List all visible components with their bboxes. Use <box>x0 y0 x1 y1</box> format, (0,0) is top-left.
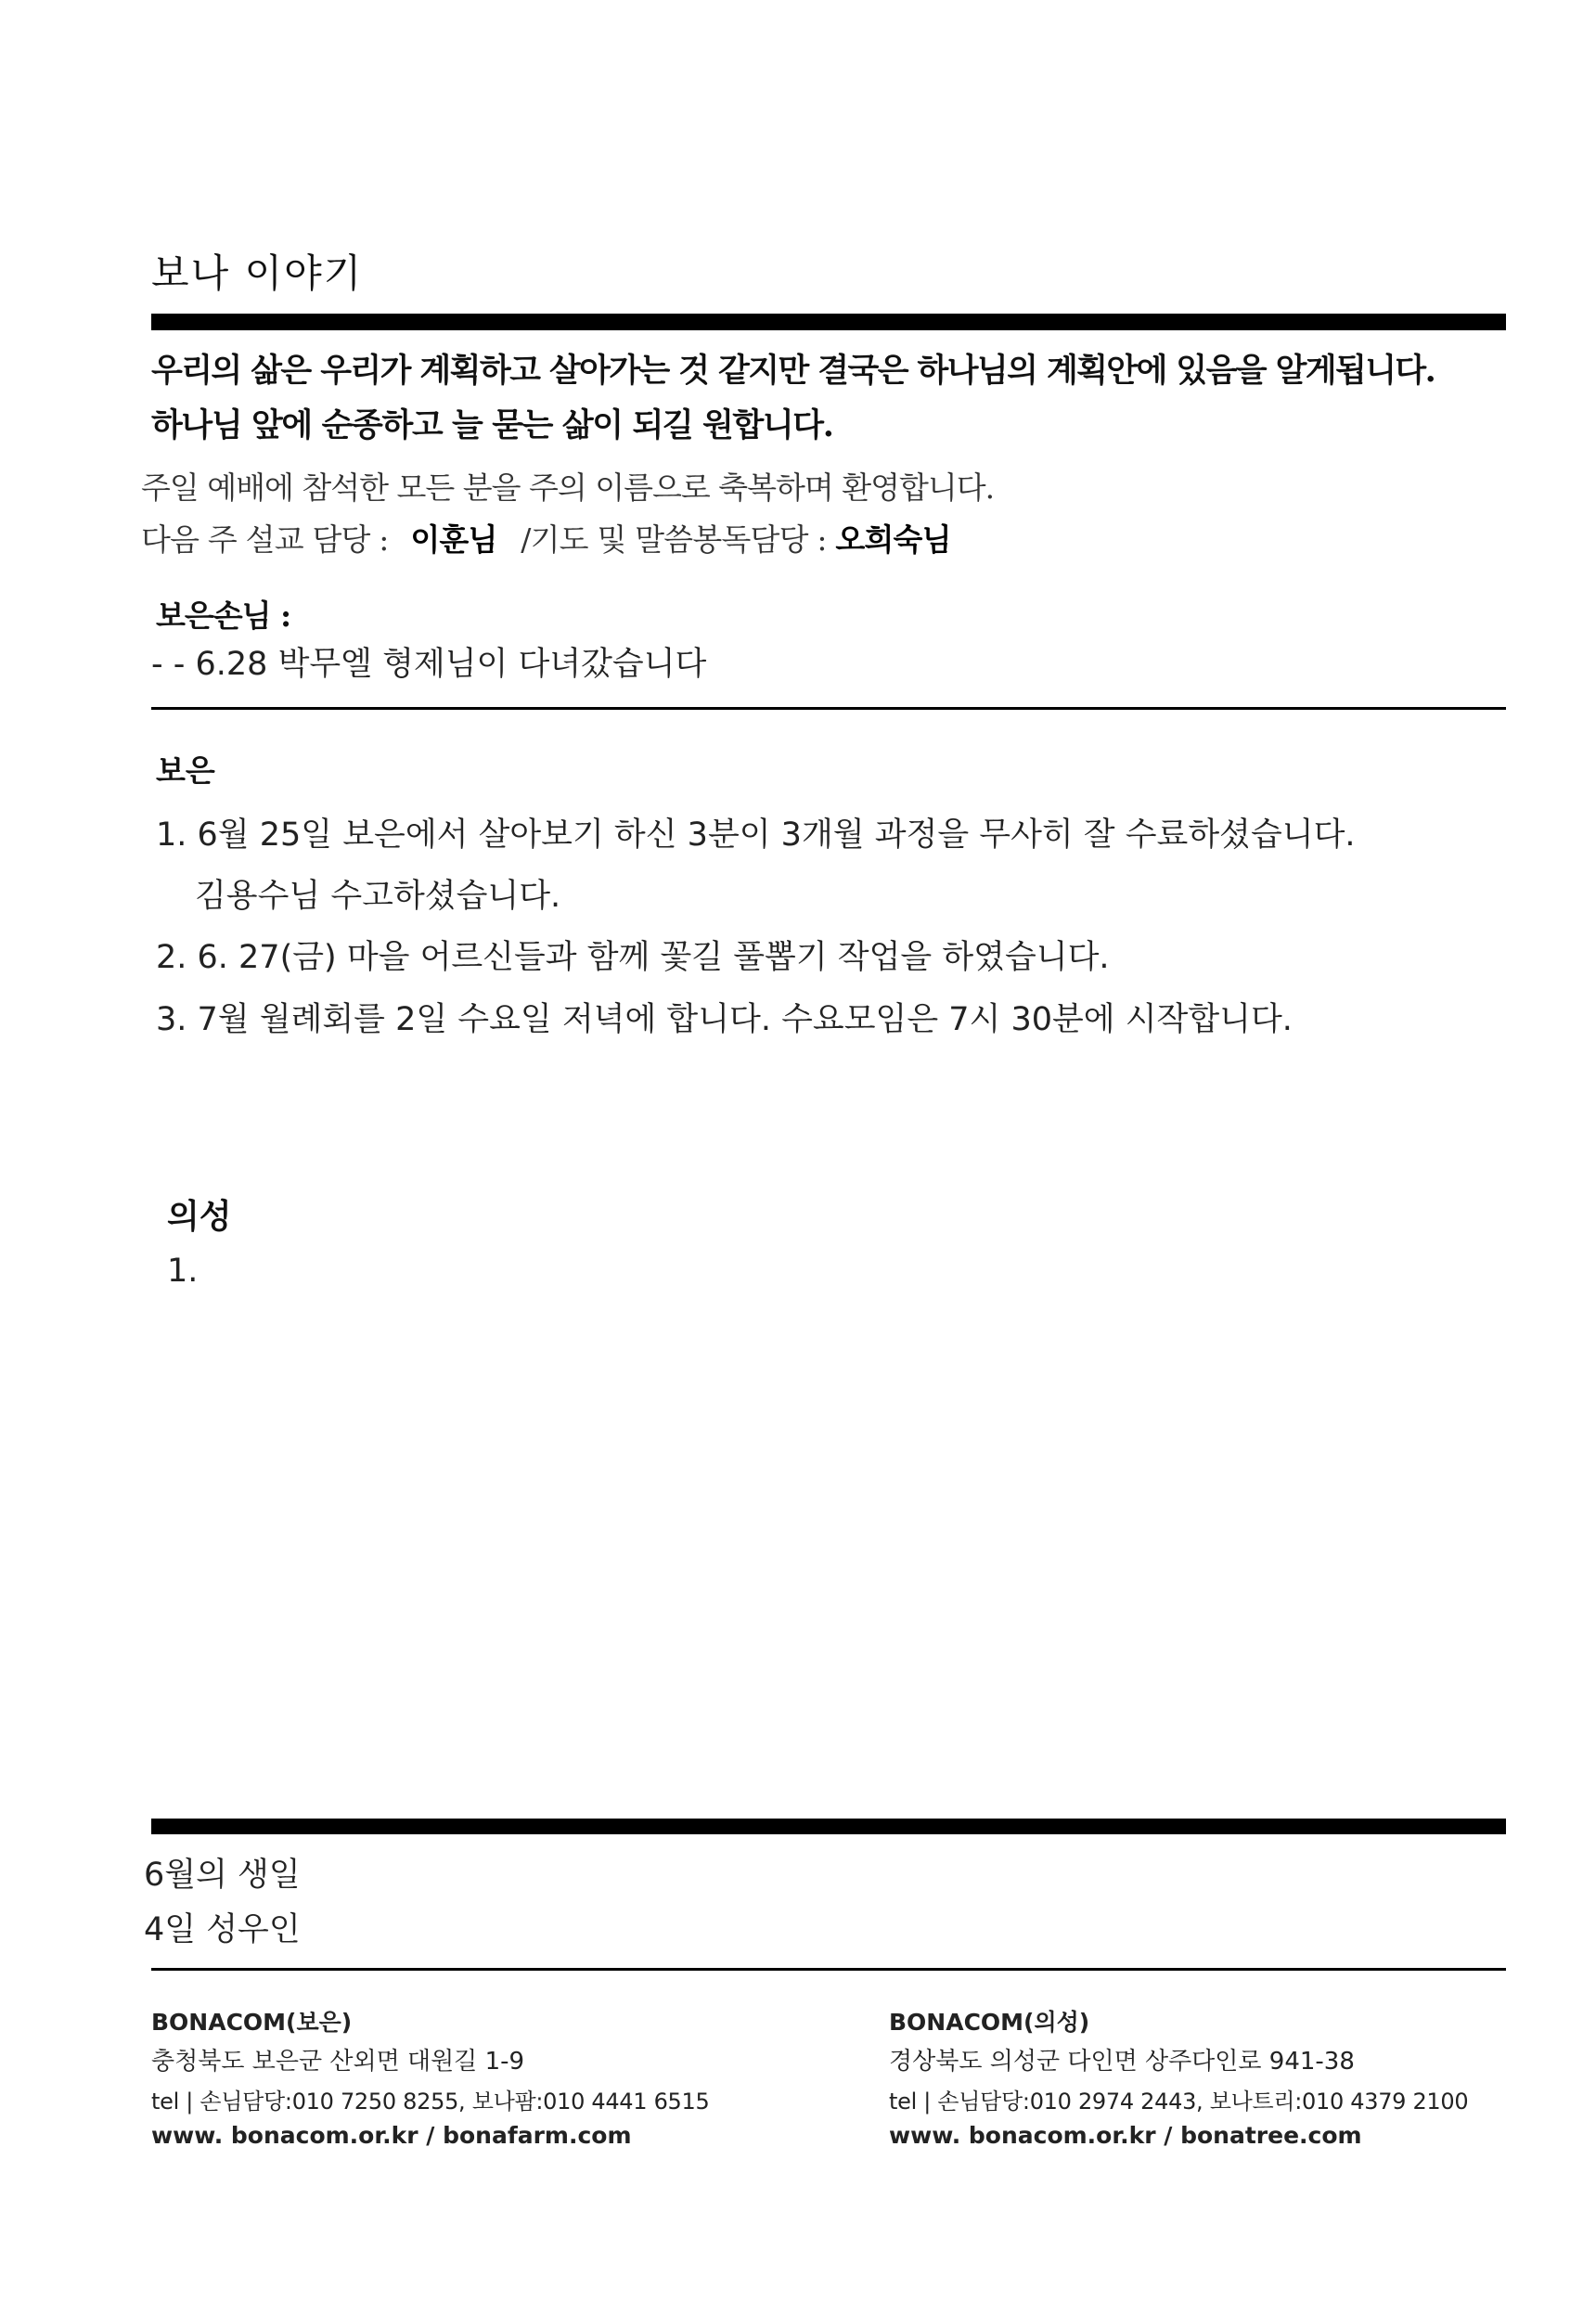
footer-left-address: 충청북도 보은군 산외면 대원길 1-9 <box>151 2048 525 2076</box>
footer-right-tel: tel | 손님담당:010 2974 2443, 보나트리:010 4379 2100 <box>889 2089 1469 2115</box>
footer-right-web[interactable]: www. bonacom.or.kr / bonatree.com <box>889 2122 1362 2149</box>
intro-line-1: 우리의 삶은 우리가 계획하고 살아가는 것 같지만 결국은 하나님의 계획안에 있음을 알게됩니다. <box>151 352 1435 390</box>
welcome-text: 주일 예배에 참석한 모든 분을 주의 이름으로 축복하며 환영합니다. <box>141 469 995 506</box>
title-divider <box>151 314 1506 330</box>
guest-entry: - - 6.28 박무엘 형제님이 다녀갔습니다 <box>151 646 707 683</box>
prayer-label: 기도 및 말씀봉독담당 : <box>530 521 827 558</box>
boeun-item-2: 2. 6. 27(금) 마을 어르신들과 함께 꽃길 풀뽑기 작업을 하였습니다. <box>156 939 1110 976</box>
page-title: 보나 이야기 <box>151 251 364 296</box>
intro-line-2: 하나님 앞에 순종하고 늘 묻는 삶이 되길 원합니다. <box>151 406 833 444</box>
birthday-title: 6월의 생일 <box>144 1857 301 1894</box>
boeun-heading: 보은 <box>156 752 215 789</box>
footer-left-web[interactable]: www. bonacom.or.kr / bonafarm.com <box>151 2122 632 2149</box>
preacher-name: 이훈님 <box>410 521 497 558</box>
uiseong-item-1: 1. <box>167 1253 199 1290</box>
footer-right-address: 경상북도 의성군 다인면 상주다인로 941-38 <box>889 2048 1355 2076</box>
prayer-person-name: 오희숙님 <box>835 521 951 558</box>
uiseong-heading: 의성 <box>167 1198 232 1236</box>
guests-label: 보은손님 : <box>156 598 291 634</box>
footer-left-name: BONACOM(보은) <box>151 2009 353 2036</box>
birthday-entry: 4일 성우인 <box>144 1911 301 1948</box>
boeun-item-3: 3. 7월 월례회를 2일 수요일 저녁에 합니다. 수요모임은 7시 30분에 시작합니다. <box>156 1001 1293 1038</box>
guests-divider <box>151 707 1506 710</box>
birthday-divider <box>151 1819 1506 1834</box>
next-week-line <box>141 516 951 559</box>
footer-right-name: BONACOM(의성) <box>889 2009 1090 2036</box>
footer-left-tel: tel | 손님담당:010 7250 8255, 보나팜:010 4441 6515 <box>151 2089 710 2115</box>
next-week-label: 다음 주 설교 담당 : <box>141 521 389 558</box>
name-separator: / <box>521 521 531 558</box>
boeun-item-1-continued: 김용수님 수고하셨습니다. <box>195 878 561 915</box>
boeun-item-1: 1. 6월 25일 보은에서 살아보기 하신 3분이 3개월 과정을 무사히 잘 수료하셨습니다. <box>156 816 1356 854</box>
footer-divider <box>151 1968 1506 1971</box>
